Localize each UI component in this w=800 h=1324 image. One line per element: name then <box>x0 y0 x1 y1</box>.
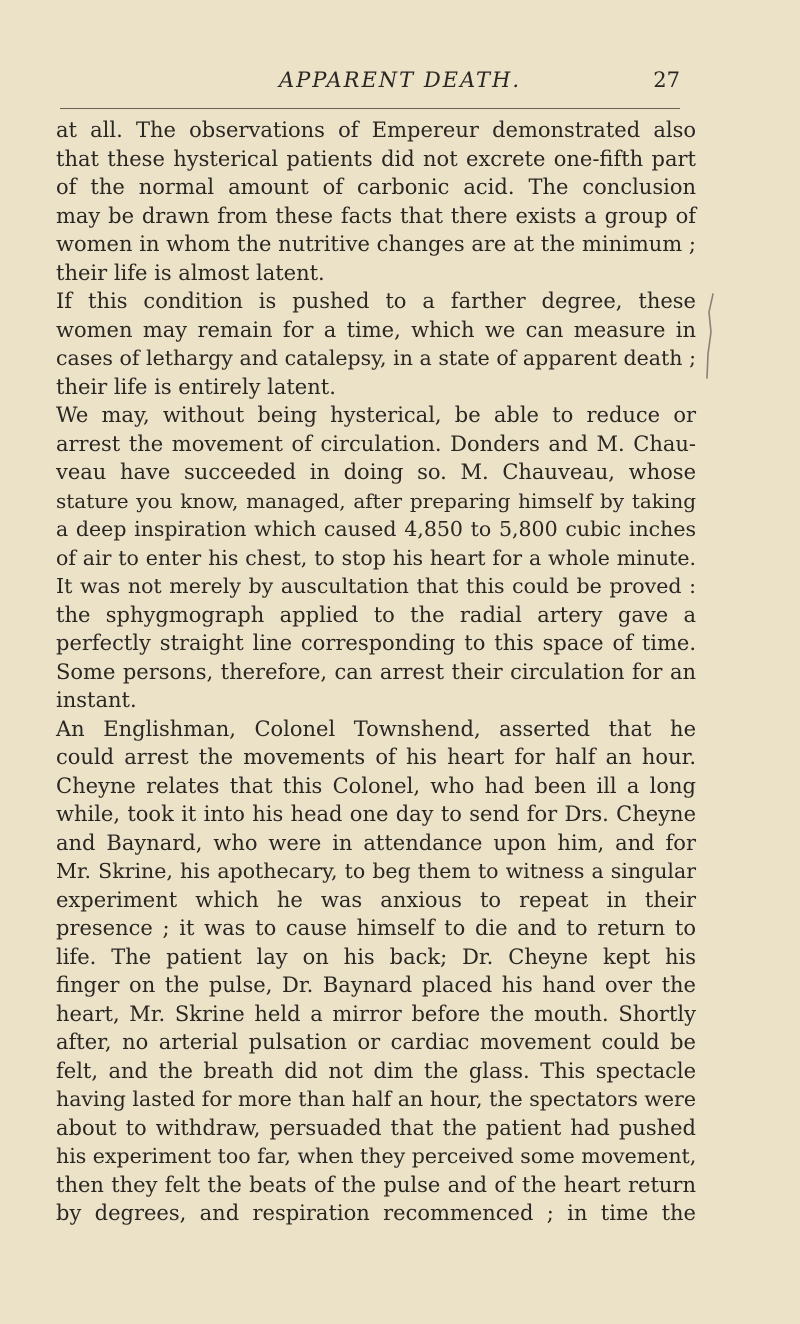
text-line: We may, without being hysterical, be able to reduce or <box>56 403 696 427</box>
text-line: heart, Mr. Skrine held a mirror before the mouth. Shortly <box>56 1001 696 1026</box>
text-line: perfectly straight line corresponding to this space of time. <box>56 631 696 655</box>
text-line: finger on the pulse, Dr. Baynard placed his hand over the <box>56 973 696 997</box>
text-line: women in whom the nutritive changes are at the minimum ; <box>56 232 696 256</box>
text-line: of the normal amount of carbonic acid. The conclusion <box>56 175 696 199</box>
page-number: 27 <box>653 68 680 92</box>
text-line: then they felt the beats of the pulse and of the heart return <box>56 1172 696 1197</box>
text-line: may be drawn from these facts that there exists a group of <box>56 203 696 228</box>
text-line: Mr. Skrine, his apothecary, to beg them to witness a singular <box>56 859 696 883</box>
text-line: that these hysterical patients did not excrete one-fifth part <box>56 146 696 171</box>
margin-pencil-mark-icon <box>704 292 718 382</box>
text-line: their life is entirely latent. <box>56 374 336 399</box>
text-line: If this condition is pushed to a farther degree, these <box>56 289 696 313</box>
body-text <box>56 116 696 1228</box>
text-line: An Englishman, Colonel Townshend, asserted that he <box>56 716 696 741</box>
text-line: instant. <box>56 688 137 712</box>
text-line: the sphygmograph applied to the radial artery gave a <box>56 602 696 627</box>
text-line: Cheyne relates that this Colonel, who had been ill a long <box>56 773 696 798</box>
text-line: a deep inspiration which caused 4,850 to 5,800 cubic inches <box>56 517 696 541</box>
text-line: after, no arterial pulsation or cardiac movement could be <box>56 1030 696 1054</box>
text-line: having lasted for more than half an hour, the spectators were <box>56 1087 696 1111</box>
text-line: life. The patient lay on his back; Dr. Cheyne kept his <box>56 944 696 969</box>
text-line: cases of lethargy and catalepsy, in a state of apparent death ; <box>56 346 696 370</box>
text-line: women may remain for a time, which we can measure in <box>56 317 696 342</box>
text-line: his experiment too far, when they perceived some movement, <box>56 1144 697 1168</box>
page-header <box>0 62 800 102</box>
text-line: could arrest the movements of his heart for half an hour. <box>56 745 696 769</box>
text-line: while, took it into his head one day to send for Drs. Cheyne <box>56 802 696 826</box>
text-line: presence ; it was to cause himself to die and to return to <box>56 916 696 940</box>
text-line: It was not merely by auscultation that this could be proved : <box>56 574 696 598</box>
text-line: arrest the movement of circulation. Donders and M. Chau- <box>56 431 696 456</box>
text-line: by degrees, and respiration recommenced ; in time the <box>56 1201 696 1225</box>
text-line: Some persons, therefore, can arrest their circulation for an <box>56 659 696 684</box>
text-line: experiment which he was anxious to repeat in their <box>56 887 696 912</box>
text-line: veau have succeeded in doing so. M. Chauveau, whose <box>56 460 696 484</box>
text-line: about to withdraw, persuaded that the patient had pushed <box>56 1115 696 1140</box>
running-head: APPARENT DEATH. <box>278 68 522 92</box>
text-line: at all. The observations of Empereur demonstrated also <box>56 118 696 142</box>
text-line: their life is almost latent. <box>56 260 325 285</box>
text-line: and Baynard, who were in attendance upon him, and for <box>56 830 696 855</box>
text-line: of air to enter his chest, to stop his heart for a whole minute. <box>56 545 696 570</box>
text-line: stature you know, managed, after preparing himself by taking <box>56 488 696 513</box>
text-line: felt, and the breath did not dim the glass. This spectacle <box>56 1058 696 1083</box>
header-rule <box>60 108 680 109</box>
